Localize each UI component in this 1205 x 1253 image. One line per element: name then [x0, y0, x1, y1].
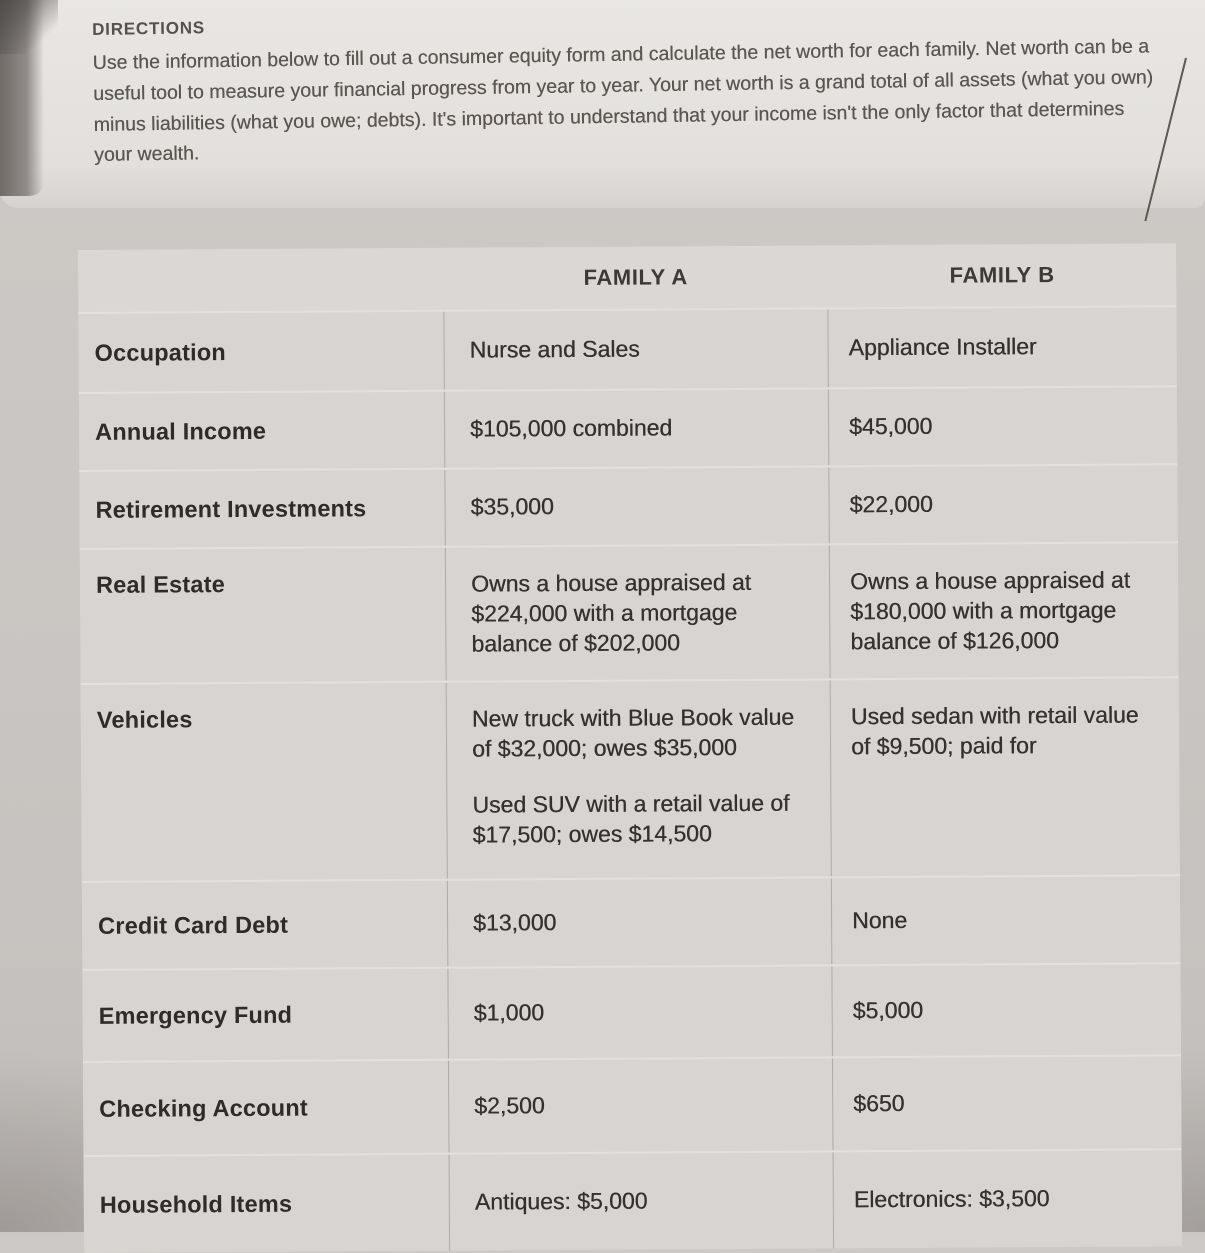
directions-text: Use the information below to fill out a consumer equity form and calculate the net worth for each family. Net worth can be a useful tool to measure your financial progress from year to year. Your net worth is a grand total of all assets (what you own) minus liabilities (what you owe; debts). It's important to understand that your income isn't the only factor that determines your wealth.	[92, 35, 1154, 167]
photo-corner-shadow	[0, 0, 58, 54]
header-spacer	[78, 279, 443, 281]
directions-section	[92, 3, 1162, 171]
table-row	[78, 305, 1176, 392]
table-header-row	[78, 243, 1176, 312]
table-row	[80, 541, 1179, 683]
row-label: Real Estate	[95, 571, 226, 598]
directions-heading: DIRECTIONS	[92, 18, 206, 39]
row-label: Emergency Fund	[98, 1001, 293, 1029]
row-label: Vehicles	[96, 706, 193, 733]
family-a-cell: $1,000	[473, 999, 545, 1026]
table-row	[81, 676, 1180, 881]
family-a-cell: $2,500	[474, 1092, 545, 1119]
column-header-family-a: FAMILY A	[583, 264, 688, 290]
family-a-cell: Antiques: $5,000	[474, 1187, 648, 1215]
table-row	[84, 1148, 1183, 1253]
table-row	[79, 463, 1177, 548]
family-b-cell: Appliance Installer	[848, 333, 1037, 361]
table-row	[82, 874, 1181, 969]
family-a-cell: Owns a house appraised at $224,000 with a mortgage balance of $202,000	[470, 568, 752, 657]
row-label: Checking Account	[99, 1094, 308, 1122]
row-label: Credit Card Debt	[98, 911, 289, 939]
family-b-cell: Used sedan with retail value of $9,500; paid for	[850, 701, 1139, 760]
table-row	[83, 1054, 1182, 1155]
table-row	[82, 962, 1181, 1061]
family-a-cell: $13,000	[473, 909, 557, 936]
family-b-cell: $5,000	[852, 996, 924, 1024]
row-label: Household Items	[99, 1190, 293, 1218]
family-b-cell: $45,000	[849, 412, 933, 440]
family-b-cell: $650	[853, 1090, 905, 1117]
family-a-cell: $105,000 combined	[470, 414, 673, 442]
consumer-equity-table	[78, 243, 1182, 1240]
row-label: Occupation	[94, 338, 226, 366]
family-b-cell: Electronics: $3,500	[853, 1185, 1050, 1213]
family-a-cell: $35,000	[470, 493, 554, 520]
family-a-cell: Nurse and Sales	[469, 335, 640, 363]
row-label: Annual Income	[95, 417, 267, 445]
family-a-cell-extra: Used SUV with a retail value of $17,500; owes $14,500	[472, 789, 790, 848]
family-b-cell: Owns a house appraised at $180,000 with a mortgage balance of $126,000	[849, 566, 1131, 655]
column-header-family-b: FAMILY B	[949, 262, 1055, 288]
row-label: Retirement Investments	[95, 494, 367, 523]
table-row	[79, 385, 1177, 470]
family-b-cell: None	[852, 906, 908, 934]
family-a-cell: New truck with Blue Book value of $32,000; owes $35,000	[471, 703, 795, 762]
family-b-cell: $22,000	[849, 490, 933, 518]
